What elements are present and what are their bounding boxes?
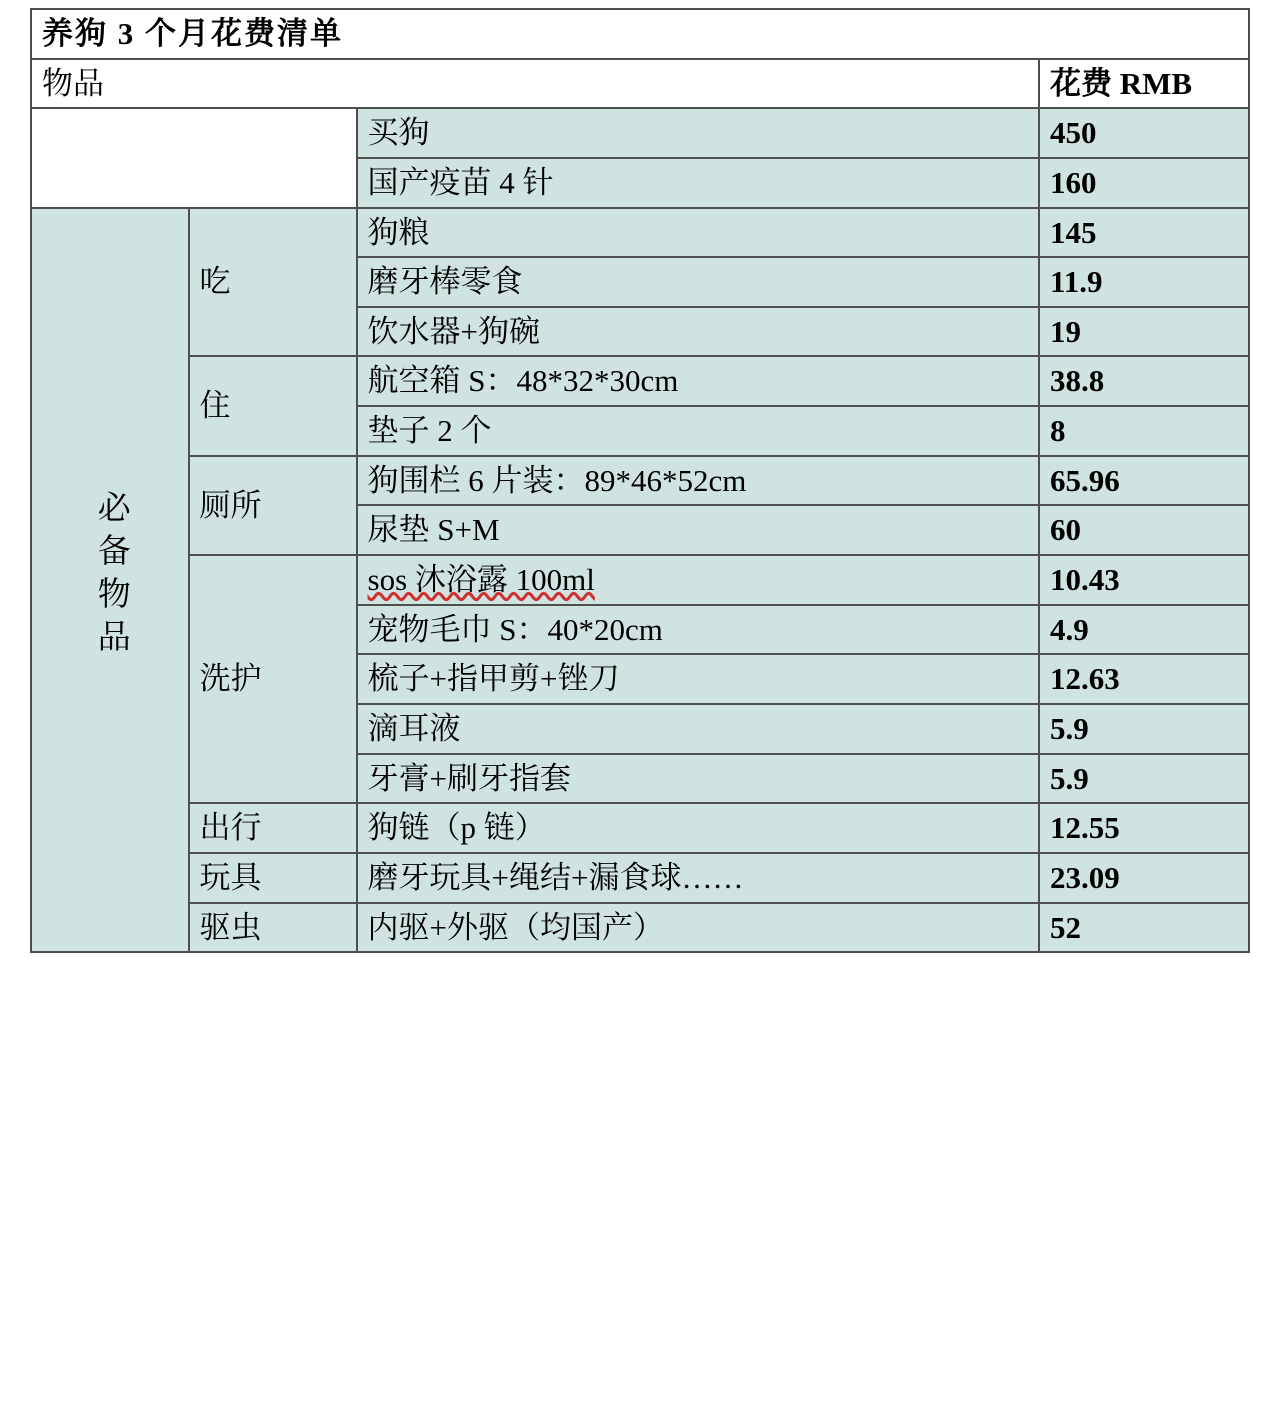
subgroup-label: 洗护 bbox=[189, 555, 357, 803]
group-label-essentials bbox=[31, 208, 189, 953]
table-row bbox=[31, 853, 1249, 903]
subgroup-label: 玩具 bbox=[189, 853, 357, 903]
item-cost: 12.55 bbox=[1039, 803, 1249, 853]
item-cost: 10.43 bbox=[1039, 555, 1249, 605]
item-label: 内驱+外驱（均国产） bbox=[357, 903, 1039, 953]
header-row bbox=[31, 59, 1249, 109]
item-cost: 5.9 bbox=[1039, 754, 1249, 804]
table-row bbox=[31, 108, 1249, 158]
column-header-item: 物品 bbox=[31, 59, 1039, 109]
item-label: 狗链（p 链） bbox=[357, 803, 1039, 853]
empty-group-cell bbox=[31, 108, 357, 207]
item-label: 狗围栏 6 片装：89*46*52cm bbox=[357, 456, 1039, 506]
item-cost: 145 bbox=[1039, 208, 1249, 258]
item-label: 垫子 2 个 bbox=[357, 406, 1039, 456]
item-label: 饮水器+狗碗 bbox=[357, 307, 1039, 357]
table-row bbox=[31, 456, 1249, 506]
item-cost: 4.9 bbox=[1039, 605, 1249, 655]
item-label: 尿垫 S+M bbox=[357, 505, 1039, 555]
item-cost: 19 bbox=[1039, 307, 1249, 357]
item-cost: 38.8 bbox=[1039, 356, 1249, 406]
item-label: 狗粮 bbox=[357, 208, 1039, 258]
item-cost: 52 bbox=[1039, 903, 1249, 953]
subgroup-label: 住 bbox=[189, 356, 357, 455]
table-row bbox=[31, 803, 1249, 853]
item-label: 国产疫苗 4 针 bbox=[357, 158, 1039, 208]
title-row bbox=[31, 9, 1249, 59]
subgroup-label: 吃 bbox=[189, 208, 357, 357]
group-label-text: 必备物品 bbox=[92, 490, 129, 663]
item-cost: 65.96 bbox=[1039, 456, 1249, 506]
table-row bbox=[31, 555, 1249, 605]
item-label: 磨牙玩具+绳结+漏食球…… bbox=[357, 853, 1039, 903]
item-cost: 5.9 bbox=[1039, 704, 1249, 754]
item-cost: 8 bbox=[1039, 406, 1249, 456]
item-cost: 160 bbox=[1039, 158, 1249, 208]
subgroup-label: 出行 bbox=[189, 803, 357, 853]
table-row bbox=[31, 208, 1249, 258]
page-title: 养狗 3 个月花费清单 bbox=[31, 9, 1249, 59]
item-label: 磨牙棒零食 bbox=[357, 257, 1039, 307]
item-label: 滴耳液 bbox=[357, 704, 1039, 754]
item-label: 牙膏+刷牙指套 bbox=[357, 754, 1039, 804]
subgroup-label: 厕所 bbox=[189, 456, 357, 555]
item-label: 买狗 bbox=[357, 108, 1039, 158]
item-label: 航空箱 S：48*32*30cm bbox=[357, 356, 1039, 406]
column-header-cost: 花费 RMB bbox=[1039, 59, 1249, 109]
item-cost: 11.9 bbox=[1039, 257, 1249, 307]
table-row bbox=[31, 903, 1249, 953]
item-cost: 60 bbox=[1039, 505, 1249, 555]
expense-table bbox=[30, 8, 1250, 953]
item-cost: 23.09 bbox=[1039, 853, 1249, 903]
item-cost: 450 bbox=[1039, 108, 1249, 158]
item-cost: 12.63 bbox=[1039, 654, 1249, 704]
item-label: sos 沐浴露 100ml bbox=[357, 555, 1039, 605]
subgroup-label: 驱虫 bbox=[189, 903, 357, 953]
item-label: 宠物毛巾 S：40*20cm bbox=[357, 605, 1039, 655]
table-row bbox=[31, 356, 1249, 406]
item-label: 梳子+指甲剪+锉刀 bbox=[357, 654, 1039, 704]
